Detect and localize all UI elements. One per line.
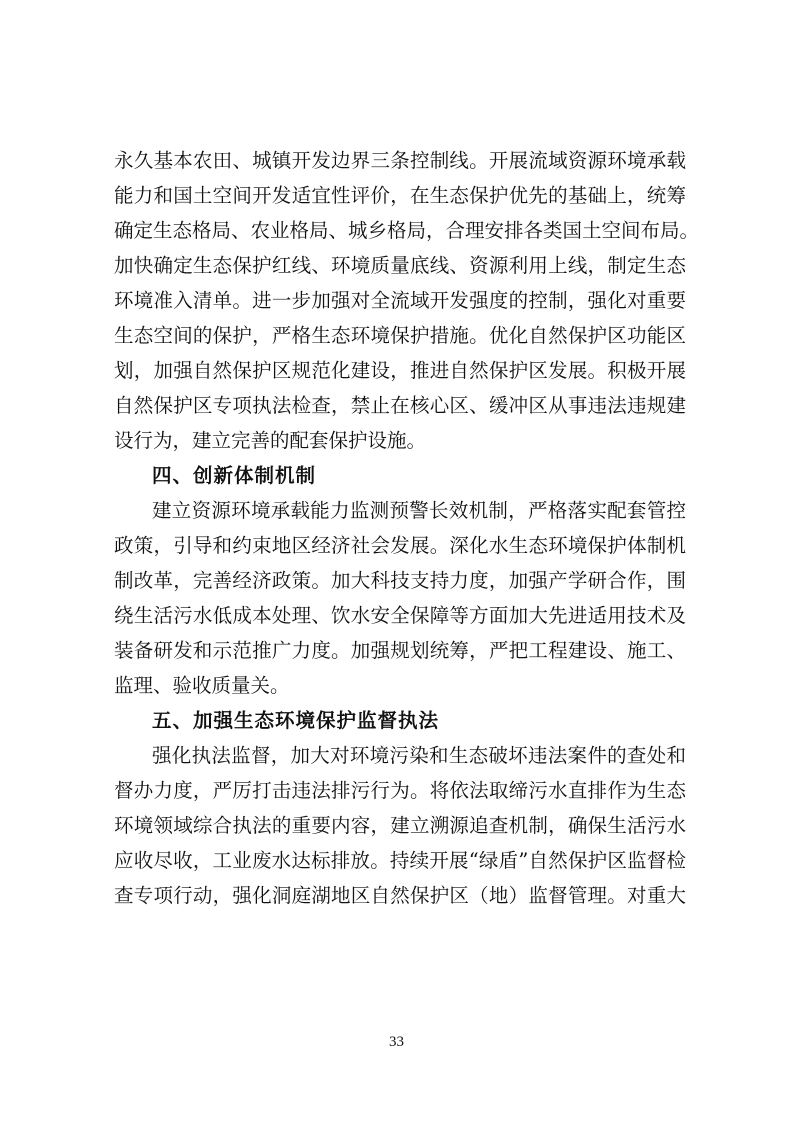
paragraph-line: 装备研发和示范推广力度。加强规划统筹，严把工程建设、施工、 [114,639,686,662]
paragraph-line: 加快确定生态保护红线、环境质量底线、资源利用上线，制定生态 [114,254,686,277]
section-heading-5: 五、加强生态环境保护监督执法 [152,709,440,732]
paragraph-line: 设行为，建立完善的配套保护设施。 [114,429,427,452]
paragraph-line: 环境准入清单。进一步加强对全流域开发强度的控制，强化对重要 [114,289,686,312]
section-heading-4: 四、创新体制机制 [152,464,317,487]
paragraph-line: 绕生活污水低成本处理、饮水安全保障等方面加大先进适用技术及 [114,604,686,627]
paragraph-line: 督办力度，严厉打击违法排污行为。将依法取缔污水直排作为生态 [114,779,686,802]
paragraph-line: 监理、验收质量关。 [114,674,290,697]
paragraph-line: 政策，引导和约束地区经济社会发展。深化水生态环境保护体制机 [114,534,686,557]
paragraph-line: 自然保护区专项执法检查，禁止在核心区、缓冲区从事违法违规建 [114,394,686,417]
paragraph-line: 生态空间的保护，严格生态环境保护措施。优化自然保护区功能区 [114,324,686,347]
paragraph-line: 建立资源环境承载能力监测预警长效机制，严格落实配套管控 [152,499,686,522]
paragraph-line: 环境领域综合执法的重要内容，建立溯源追查机制，确保生活污水 [114,814,686,837]
paragraph-line: 制改革，完善经济政策。加大科技支持力度，加强产学研合作，围 [114,569,686,592]
paragraph-line: 划，加强自然保护区规范化建设，推进自然保护区发展。积极开展 [114,359,686,382]
paragraph-line: 确定生态格局、农业格局、城乡格局，合理安排各类国土空间布局。 [114,219,700,242]
paragraph-line: 永久基本农田、城镇开发边界三条控制线。开展流域资源环境承载 [114,149,686,172]
paragraph-line: 能力和国土空间开发适宜性评价，在生态保护优先的基础上，统筹 [114,184,686,207]
page-number: 33 [389,1034,404,1050]
paragraph-line: 强化执法监督，加大对环境污染和生态破坏违法案件的查处和 [152,744,686,767]
paragraph-line: 查专项行动，强化洞庭湖地区自然保护区（地）监督管理。对重大 [114,884,686,907]
paragraph-line: 应收尽收，工业废水达标排放。持续开展“绿盾”自然保护区监督检 [114,849,686,872]
